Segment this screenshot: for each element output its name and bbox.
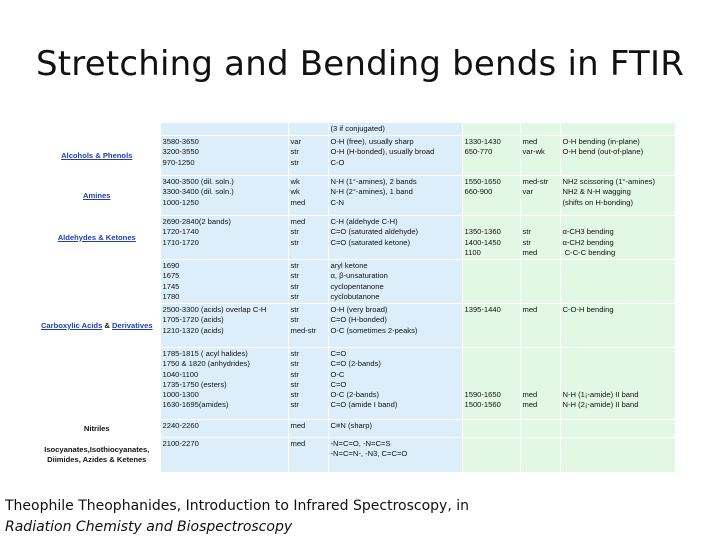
- assignment-cell: C=O C=O (2-bands) O-C C=O O-C (2-bands) C=O (amide I band): [328, 348, 462, 420]
- table-row: [34, 176, 675, 216]
- intensity-cell: wk wk med: [288, 176, 328, 216]
- group-link[interactable]: Derivatives: [112, 320, 153, 330]
- table-row: [34, 348, 675, 420]
- group-label: [34, 348, 160, 420]
- ftir-table: [34, 123, 676, 473]
- assignment-cell: C≡N (sharp): [328, 420, 462, 438]
- bend-assignment-cell: C-O-H bending: [560, 304, 675, 348]
- bend-intensity-cell: [520, 438, 560, 473]
- citation-line-1: Theophile Theophanides, Introduction to Infrared Spectroscopy, in: [5, 498, 469, 514]
- group-label: [34, 123, 160, 136]
- intensity-cell: str str str str: [288, 260, 328, 304]
- intensity-cell: med: [288, 438, 328, 473]
- group-label: [34, 420, 160, 438]
- freq-range-cell: 2690-2840(2 bands) 1720-1740 1710-1720: [160, 216, 288, 260]
- bend-range-cell: 1330-1430 650-770: [462, 136, 520, 176]
- bend-assignment-cell: [560, 438, 675, 473]
- assignment-cell: aryl ketone α, β-unsaturation cyclopentanone cyclobutanone: [328, 260, 462, 304]
- bend-range-cell: [462, 260, 520, 304]
- group-label: [34, 304, 160, 348]
- table-row: [34, 420, 675, 438]
- freq-range-cell: 3580-3650 3200-3550 970-1250: [160, 136, 288, 176]
- group-label-text: Nitriles: [83, 423, 110, 433]
- group-link[interactable]: Alcohols & Phenols: [61, 150, 133, 160]
- group-label-text: Isocyanates,Isothiocyanates, Diimides, Azides & Ketenes: [44, 445, 150, 465]
- assignment-cell: C-H (aldehyde C-H) C=O (saturated aldehyde) C=O (saturated ketone): [328, 216, 462, 260]
- bend-range-cell: 1395-1440: [462, 304, 520, 348]
- table-row: [34, 260, 675, 304]
- group-label: [34, 176, 160, 216]
- intensity-cell: [288, 123, 328, 136]
- bend-intensity-cell: med med: [520, 348, 560, 420]
- bend-range-cell: [462, 420, 520, 438]
- bend-assignment-cell: [560, 123, 675, 136]
- citation-line-2: Radiation Chemisty and Biospectroscopy: [5, 519, 293, 535]
- bend-intensity-cell: med-str var: [520, 176, 560, 216]
- bend-assignment-cell: [560, 420, 675, 438]
- bend-range-cell: 1550-1650 660-900: [462, 176, 520, 216]
- bend-assignment-cell: N-H (1¡-amide) II band N-H (2¡-amide) II band: [560, 348, 675, 420]
- intensity-cell: med str str: [288, 216, 328, 260]
- group-link[interactable]: Carboxylic Acids: [40, 320, 103, 330]
- bend-assignment-cell: O-H bending (in-plane) O-H bend (out-of-plane): [560, 136, 675, 176]
- group-link[interactable]: Aldehydes & Ketones: [57, 232, 136, 242]
- table-row: [34, 123, 675, 136]
- bend-range-cell: 1350-1360 1400-1450 1100: [462, 216, 520, 260]
- intensity-cell: var str str: [288, 136, 328, 176]
- table-row: [34, 438, 675, 473]
- bend-intensity-cell: med: [520, 304, 560, 348]
- freq-range-cell: 2240-2260: [160, 420, 288, 438]
- bend-intensity-cell: med var-wk: [520, 136, 560, 176]
- intensity-cell: str str med-str: [288, 304, 328, 348]
- slide-title: Stretching and Bending bends in FTIR: [35, 44, 685, 84]
- group-label: [34, 260, 160, 304]
- ftir-table-image: [34, 123, 675, 479]
- intensity-cell: med: [288, 420, 328, 438]
- group-label: [34, 438, 160, 473]
- freq-range-cell: 2100-2270: [160, 438, 288, 473]
- assignment-cell: O-H (very broad) C=O (H-bonded) O-C (sometimes 2-peaks): [328, 304, 462, 348]
- bend-intensity-cell: [520, 260, 560, 304]
- bend-intensity-cell: str str med: [520, 216, 560, 260]
- assignment-cell: (3 if conjugated): [328, 123, 462, 136]
- citation: [5, 496, 469, 538]
- bend-intensity-cell: [520, 123, 560, 136]
- bend-assignment-cell: [560, 260, 675, 304]
- assignment-cell: -N=C=O, -N=C=S -N=C=N-, -N3, C=C=O: [328, 438, 462, 473]
- table-row: [34, 304, 675, 348]
- group-link[interactable]: Amines: [83, 190, 111, 200]
- assignment-cell: O-H (free), usually sharp O-H (H-bonded), usually broad C-O: [328, 136, 462, 176]
- bend-range-cell: [462, 438, 520, 473]
- ampersand: &: [102, 320, 113, 330]
- freq-range-cell: 2500-3300 (acids) overlap C-H 1705-1720 (acids) 1210-1320 (acids): [160, 304, 288, 348]
- bend-range-cell: 1590-1650 1500-1560: [462, 348, 520, 420]
- bend-assignment-cell: NH2 scissoring (1°-amines) NH2 & N-H wagging (shifts on H-bonding): [560, 176, 675, 216]
- bend-intensity-cell: [520, 420, 560, 438]
- freq-range-cell: 1785-1815 ( acyl halides) 1750 & 1820 (anhydrides) 1040-1100 1735-1750 (esters) 1000-1300 1630-1695(amides): [160, 348, 288, 420]
- freq-range-cell: [160, 123, 288, 136]
- table-row: [34, 136, 675, 176]
- table-row: [34, 216, 675, 260]
- assignment-cell: N-H (1°-amines), 2 bands N-H (2°-amines), 1 band C-N: [328, 176, 462, 216]
- freq-range-cell: 3400-3500 (dil. soln.) 3300-3400 (dil. soln.) 1000-1250: [160, 176, 288, 216]
- bend-range-cell: [462, 123, 520, 136]
- bend-assignment-cell: α-CH3 bending α-CH2 bending C-C-C bending: [560, 216, 675, 260]
- group-label: [34, 216, 160, 260]
- group-label: [34, 136, 160, 176]
- intensity-cell: str str str str str str: [288, 348, 328, 420]
- freq-range-cell: 1690 1675 1745 1780: [160, 260, 288, 304]
